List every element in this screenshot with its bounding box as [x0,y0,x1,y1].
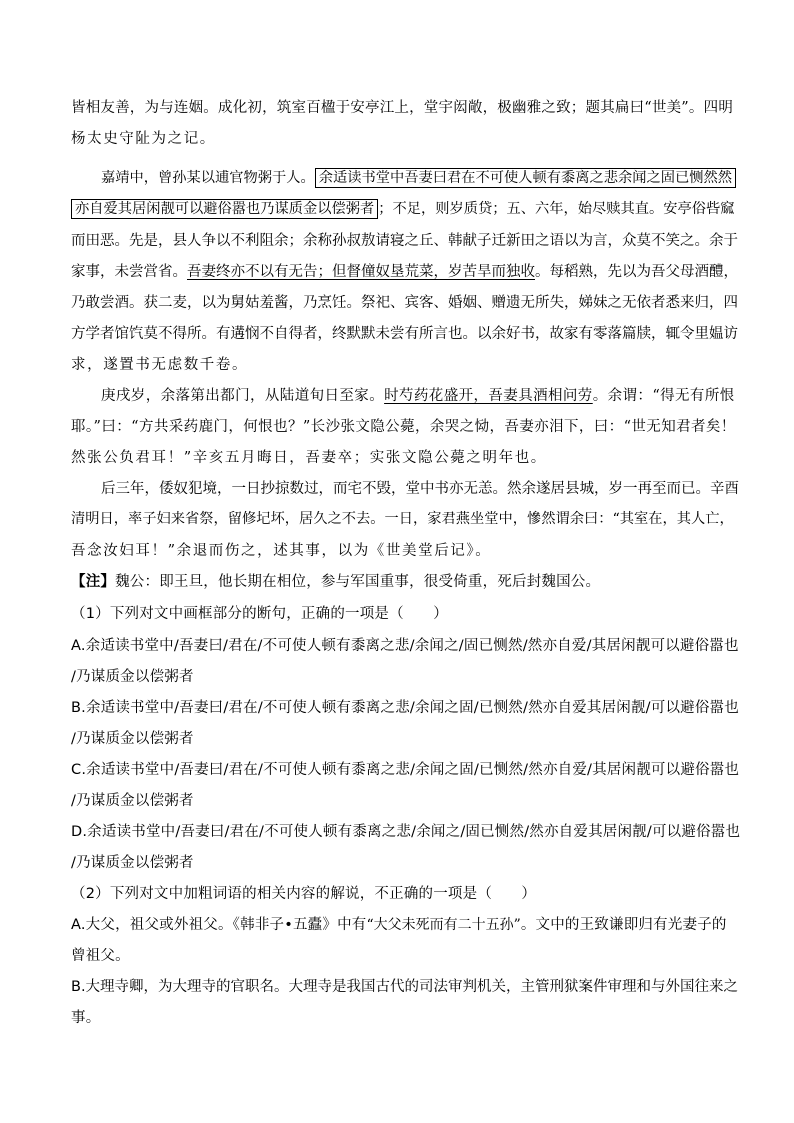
option-b-cont: /乃谋质金以偿粥者 [71,731,194,747]
option-a-cont: /乃谋质金以偿粥者 [71,669,194,685]
passage-line: 然张公负君耳！”辛亥五月晦日，吾妻卒；实张文隐公薨之明年也。 [71,450,547,466]
underlined-sentence: 吾妻终亦不以有无告；但督僮奴垦荒菜，岁苦旱而独收 [187,264,535,280]
passage-line: 后三年，倭奴犯境，一日抄掠数过，而宅不毁，堂中书亦无恙。然余遂居县城，岁一再至而已。辛酉 [101,481,739,497]
passage-line: 乃敢尝酒。获二麦，以为舅姑羞酱，乃烹饪。祭祀、宾客、婚姻、赠遗无所失，娣妹之无依者悉来归，四 [71,295,738,311]
passage-line: 而田恶。先是，县人争以不利阻余；余称孙叔敖请寝之丘、韩献子迁新田之语以为言，众莫不笑之。余于 [71,233,738,249]
passage-line: 吾念汝妇耳！”余退而伤之，述其事，以为《世美堂后记》。 [71,543,492,559]
footnote: 【注】魏公：即王旦，他长期在相位，参与军国重事，很受倚重，死后封魏国公。 [71,574,601,590]
option-a: A.余适读书堂中/吾妻曰/君在/不可使人顿有黍离之悲/余闻之/固已恻然/然亦自爱/其居闲靓可以避俗嚣也 [71,638,739,654]
boxed-segment: 亦自爱其居闲靓可以避俗嚣也乃谋质金以偿粥者 [71,199,378,219]
passage-line: 清明日，率子妇来省祭，留修圮坏，居久之不去。一日，家君燕坐堂中，慘然谓余曰：“其室在，其人亡， [71,511,734,527]
passage-line: 方学者馆饩莫不得所。有遘悯不自得者，终默默未尝有所言也。以余好书，故家有零落篇牍，辄令里媪访 [71,326,738,342]
option-c-cont: /乃谋质金以偿粥者 [71,793,194,809]
option-b: B.余适读书堂中/吾妻曰/君在/不可使人顿有黍离之悲/余闻之固/已恻然/然亦自爱其居闲靓/可以避俗嚣也 [71,700,739,716]
question-2-stem: （2）下列对文中加粗词语的相关内容的解说，不正确的一项是（ ） [71,886,537,902]
option-b-cont: 事。 [71,1010,101,1026]
passage-line: 亦自爱其居闲靓可以避俗嚣也乃谋质金以偿粥者 ；不足，则岁质贷；五、六年，始尽赎其直。安亭俗呰窳 [71,198,735,218]
option-a: A.大父，祖父或外祖父。《韩非子•五蠹》中有“大父未死而有二十五孙”。文中的王致谦即归有光妻子的 [71,917,727,933]
boxed-segment: 余适读书堂中吾妻曰君在不可使人顿有黍离之悲余闻之固已恻然然 [315,168,736,188]
note-label: 【注】 [71,574,116,590]
option-a-cont: 曾祖父。 [71,948,130,964]
passage-line: 求，遂置书无虑数千卷。 [71,357,249,373]
option-d-cont: /乃谋质金以偿粥者 [71,855,194,871]
passage-line: 耶。”曰：“方共采药鹿门，何恨也？”长沙张文隐公薨，余哭之恸，吾妻亦泪下，曰：“世无知君者矣！ [71,419,736,435]
passage-line: 杨太史守阯为之记。 [71,131,216,147]
passage-line: 嘉靖中，曾孙某以逋官物粥于人。 余适读书堂中吾妻曰君在不可使人顿有黍离之悲余闻之固已恻然然 [101,167,736,187]
option-b: B.大理寺卿，为大理寺的官职名。大理寺是我国古代的司法审判机关，主管刑狱案件审理和与外国往来之 [71,979,739,995]
passage-line: 家事，未尝営省。吾妻终亦不以有无告；但督僮奴垦荒菜，岁苦旱而独收。每稻熟，先以为吾父母酒醴， [71,264,738,280]
passage-line: 皆相友善，为与连姻。成化初，筑室百楹于安亭江上，堂宇闳敞，极幽雅之致；题其扁曰“世美”。四明 [71,100,734,116]
option-d: D.余适读书堂中/吾妻曰/君在/不可使人顿有黍离之悲/余闻之/固已恻然/然亦自爱其居闲靓/可以避俗嚣也 [71,824,741,840]
option-c: C.余适读书堂中/吾妻曰/君在/不可使人顿有黍离之悲/余闻之固/已恻然/然亦自爱/其居闲靓可以避俗嚣也 [71,762,740,778]
passage-line: 庚戌岁，余落第出都门，从陆道旬日至家。时芍药花盛开，吾妻具酒相问劳。余谓：“得无有所恨 [101,388,735,404]
underlined-sentence: 时芍药花盛开，吾妻具酒相问劳 [384,388,593,404]
question-1-stem: （1）下列对文中画框部分的断句，正确的一项是（ ） [71,606,448,622]
